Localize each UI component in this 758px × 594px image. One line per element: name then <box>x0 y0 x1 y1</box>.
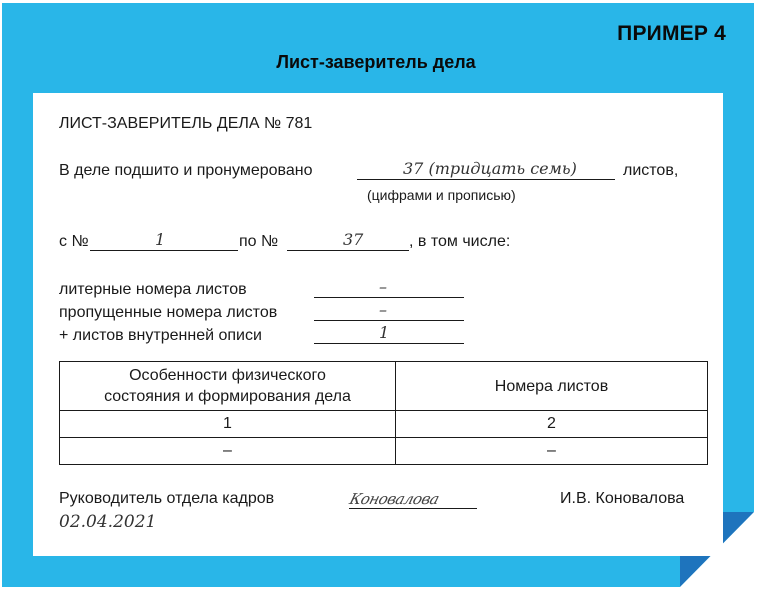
item-underline <box>314 343 464 344</box>
range-from-value: 1 <box>155 230 166 249</box>
item-value: – <box>379 277 387 296</box>
signer-name: И.В. Коновалова <box>560 490 685 507</box>
range-from-label: с № <box>59 233 89 250</box>
item-underline <box>314 297 464 298</box>
header-title: Лист-заверитель дела <box>276 52 476 72</box>
item-label: пропущенные номера листов <box>59 304 278 321</box>
document-sheet <box>33 93 723 556</box>
table-cell: – <box>396 438 708 465</box>
filed-count-hint: (цифрами и прописью) <box>367 187 516 203</box>
filed-count-suffix: листов, <box>623 162 679 179</box>
range-to-underline <box>287 250 409 251</box>
item-label: + листов внутренней описи <box>59 327 262 344</box>
document-heading: ЛИСТ-ЗАВЕРИТЕЛЬ ДЕЛА № 781 <box>59 115 313 132</box>
table-header-row <box>60 362 708 411</box>
signature-underline <box>349 508 477 509</box>
table-cell: – <box>60 438 396 465</box>
document-date: 02.04.2021 <box>59 512 157 532</box>
table-row <box>60 438 708 465</box>
range-suffix: , в том числе: <box>409 233 511 250</box>
item-underline <box>314 320 464 321</box>
table-row <box>60 411 708 438</box>
filed-count-value: 37 (тридцать семь) <box>403 159 577 178</box>
range-to-label: по № <box>239 233 279 250</box>
filed-count-label: В деле подшито и пронумеровано <box>59 162 313 179</box>
signer-position: Руководитель отдела кадров <box>59 490 275 507</box>
range-from-underline <box>90 250 238 251</box>
table-header-sheets: Номера листов <box>396 362 708 411</box>
table-header-features <box>60 362 396 411</box>
table-cell: 1 <box>60 411 396 438</box>
table-cell: 2 <box>396 411 708 438</box>
filed-count-underline <box>357 179 615 180</box>
item-value: – <box>379 300 387 319</box>
table-header-features-line2: состояния и формирования дела <box>104 388 351 405</box>
table-header-features-line1: Особенности физического <box>129 367 326 384</box>
item-value: 1 <box>379 323 390 342</box>
features-table <box>59 361 708 465</box>
signature: Коновалова <box>347 490 441 508</box>
item-label: литерные номера листов <box>59 281 247 298</box>
range-to-value: 37 <box>343 230 364 249</box>
example-label: ПРИМЕР 4 <box>617 22 726 45</box>
